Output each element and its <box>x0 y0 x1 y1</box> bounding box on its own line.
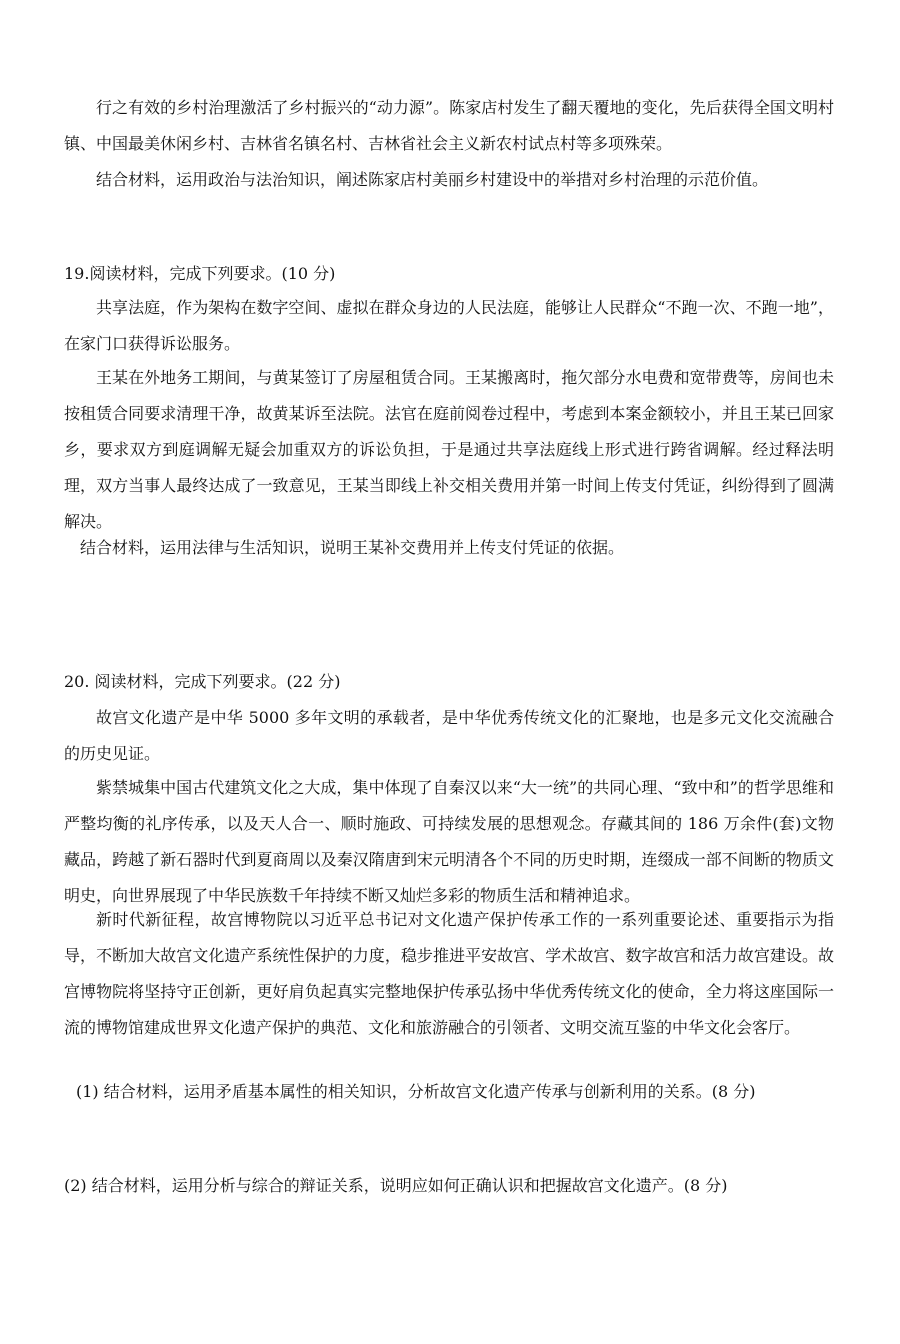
q18-task: 结合材料，运用政治与法治知识，阐述陈家店村美丽乡村建设中的举措对乡村治理的示范价值。 <box>96 170 769 189</box>
q20-material-para2: 紫禁城集中国古代建筑文化之大成，集中体现了自秦汉以来“大一统”的共同心理、“致中和”的哲学思维和严整均衡的礼序传承，以及天人合一、顺时施政、可持续发展的思想观念。存藏其间的 186 万余件(套)文物藏品，跨越了新石器时代到夏商周以及秦汉隋唐到宋元明清各个不同的历史时期，连缀成一部不间断的物质文明史，向世界展现了中华民族数千年持续不断又灿烂多彩的物质生活和精神追求。 <box>64 778 834 905</box>
q20-material-para1: 故宫文化遗产是中华 5000 多年文明的承载者，是中华优秀传统文化的汇聚地，也是多元文化交流融合的历史见证。 <box>64 708 834 763</box>
q20-subquestion-1: (1) 结合材料，运用矛盾基本属性的相关知识，分析故宫文化遗产传承与创新利用的关系。(8 分) <box>76 1082 756 1101</box>
q18-material-tail: 行之有效的乡村治理激活了乡村振兴的“动力源”。陈家店村发生了翻天覆地的变化，先后获得全国文明村镇、中国最美休闲乡村、吉林省名镇名村、吉林省社会主义新农村试点村等多项殊荣。 <box>64 98 834 153</box>
q20-heading: 20. 阅读材料，完成下列要求。(22 分) <box>64 672 341 691</box>
q20-material-para3: 新时代新征程，故宫博物院以习近平总书记对文化遗产保护传承工作的一系列重要论述、重要指示为指导，不断加大故宫文化遗产系统性保护的力度，稳步推进平安故宫、学术故宫、数字故宫和活力故宫建设。故宫博物院将坚持守正创新，更好肩负起真实完整地保护传承弘扬中华优秀传统文化的使命，全力将这座国际一流的博物馆建成世界文化遗产保护的典范、文化和旅游融合的引领者、文明交流互鉴的中华文化会客厅。 <box>64 910 834 1037</box>
q19-heading: 19.阅读材料，完成下列要求。(10 分) <box>64 264 336 283</box>
q19-material-para2: 王某在外地务工期间，与黄某签订了房屋租赁合同。王某搬离时，拖欠部分水电费和宽带费等，房间也未按租赁合同要求清理干净，故黄某诉至法院。法官在庭前阅卷过程中，考虑到本案金额较小，并且王某已回家乡，要求双方到庭调解无疑会加重双方的诉讼负担，于是通过共享法庭线上形式进行跨省调解。经过释法明理，双方当事人最终达成了一致意见，王某当即线上补交相关费用并第一时间上传支付凭证，纠纷得到了圆满解决。 <box>64 368 834 531</box>
q19-task: 结合材料，运用法律与生活知识，说明王某补交费用并上传支付凭证的依据。 <box>80 538 625 557</box>
q19-material-para1: 共享法庭，作为架构在数字空间、虚拟在群众身边的人民法庭，能够让人民群众“不跑一次、不跑一地”，在家门口获得诉讼服务。 <box>64 298 834 353</box>
q20-subquestion-2: (2) 结合材料，运用分析与综合的辩证关系，说明应如何正确认识和把握故宫文化遗产。(8 分) <box>64 1176 728 1195</box>
